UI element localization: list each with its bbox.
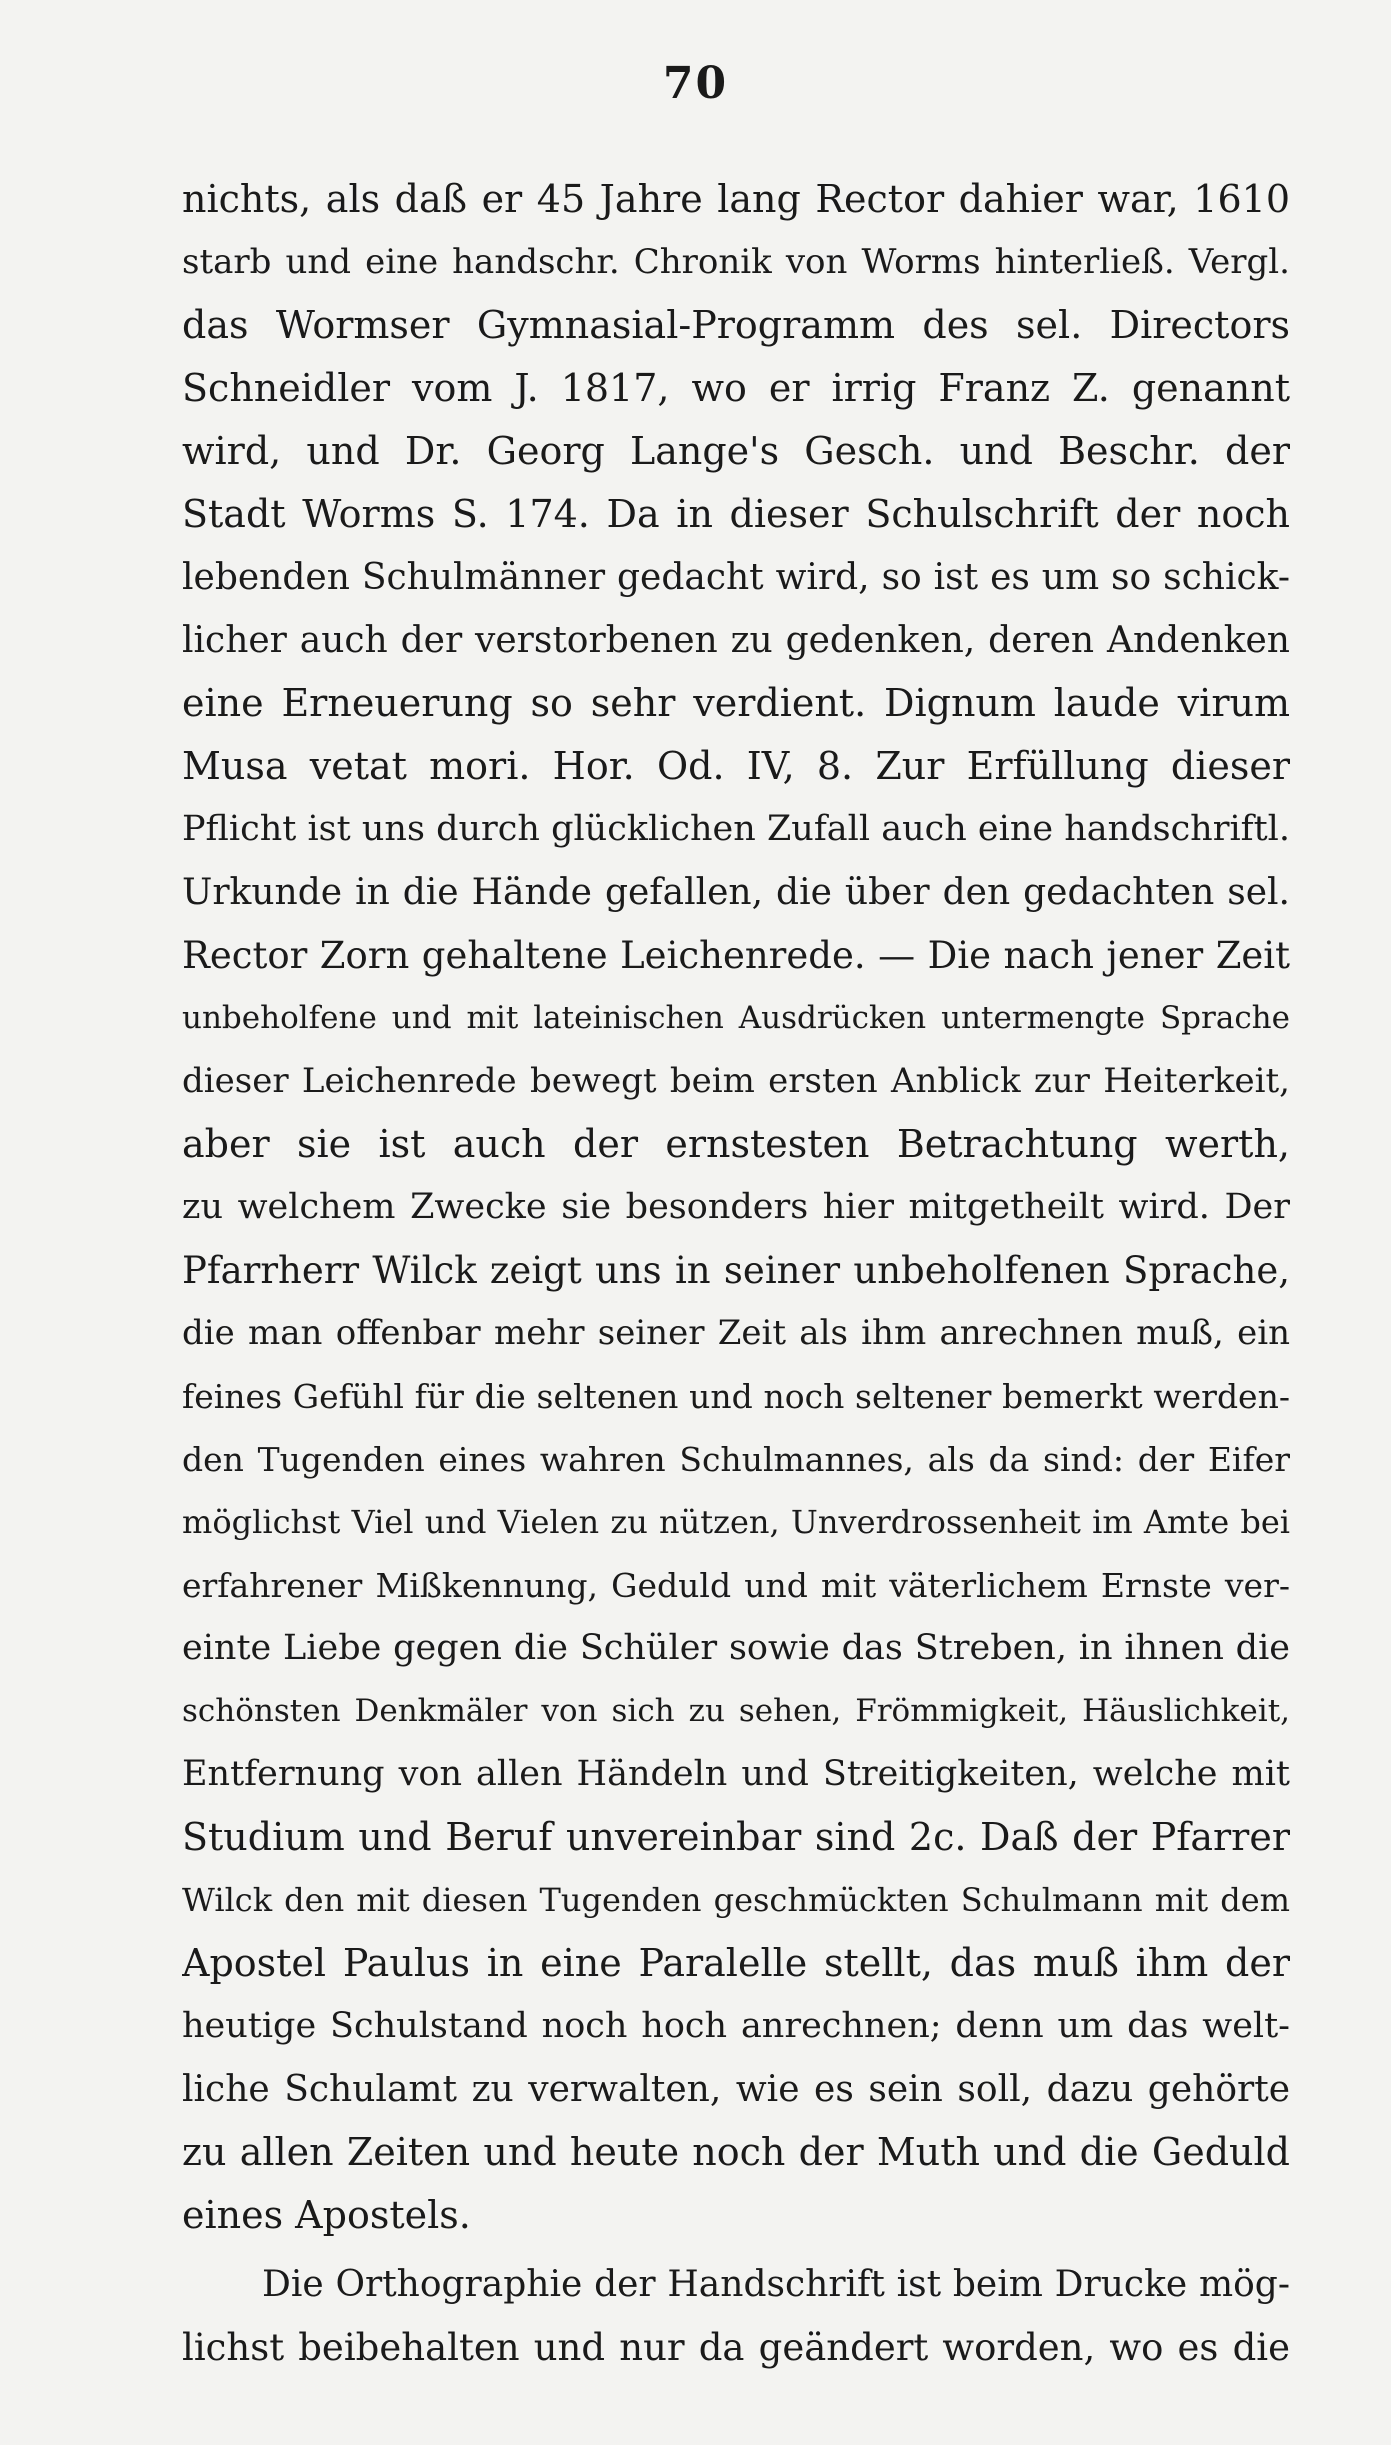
text-line: Pflicht ist uns durch glücklichen Zufall auch eine handschriftl. — [182, 809, 1290, 849]
paragraph-2 — [182, 2253, 1290, 2379]
text-line: wird, und Dr. Georg Lange's Gesch. und Beschr. der — [182, 429, 1290, 473]
text-line: erfahrener Mißkennung, Geduld und mit väterlichem Ernste ver- — [182, 1566, 1290, 1605]
text-line: möglichst Viel und Vielen zu nützen, Unverdrossenheit im Amte bei — [182, 1503, 1290, 1541]
page-number: 70 — [662, 58, 729, 109]
text-line: Die Orthographie der Handschrift ist beim Drucke mög- — [262, 2264, 1290, 2305]
text-line: Stadt Worms S. 174. Da in dieser Schulschrift der noch — [182, 492, 1290, 536]
text-line: licher auch der verstorbenen zu gedenken, deren Andenken — [182, 620, 1290, 661]
text-line: eine Erneuerung so sehr verdient. Dignum laude virum — [182, 681, 1290, 725]
text-line: zu allen Zeiten und heute noch der Muth und die Geduld — [182, 2130, 1290, 2174]
text-line: lichst beibehalten und nur da geändert worden, wo es die — [182, 2326, 1290, 2369]
text-line: Urkunde in die Hände gefallen, die über den gedachten sel. — [182, 872, 1290, 913]
text-line: nichts, als daß er 45 Jahre lang Rector dahier war, 1610 — [182, 177, 1290, 221]
body-text — [182, 168, 1290, 2379]
text-line: dieser Leichenrede bewegt beim ersten Anblick zur Heiterkeit, — [182, 1061, 1290, 1101]
text-line: Pfarrherr Wilck zeigt uns in seiner unbeholfenen Sprache, — [182, 1249, 1290, 1292]
text-line: aber sie ist auch der ernstesten Betrachtung werth, — [182, 1122, 1290, 1166]
text-line: lebenden Schulmänner gedacht wird, so ist es um so schick- — [182, 557, 1290, 598]
text-line: Musa vetat mori. Hor. Od. IV, 8. Zur Erfüllung dieser — [182, 744, 1290, 788]
paragraph-1 — [182, 168, 1290, 2247]
text-line: liche Schulamt zu verwalten, wie es sein soll, dazu gehörte — [182, 2069, 1290, 2110]
text-line: feines Gefühl für die seltenen und noch seltener bemerkt werden- — [182, 1377, 1290, 1416]
text-line: die man offenbar mehr seiner Zeit als ihm anrechnen muß, ein — [182, 1313, 1290, 1353]
text-line: Rector Zorn gehaltene Leichenrede. — Die nach jener Zeit — [182, 934, 1290, 977]
text-line: zu welchem Zwecke sie besonders hier mitgetheilt wird. Der — [182, 1187, 1290, 1227]
text-line: Studium und Beruf unvereinbar sind 2c. Daß der Pfarrer — [182, 1815, 1290, 1859]
text-line: schönsten Denkmäler von sich zu sehen, Frömmigkeit, Häuslichkeit, — [182, 1693, 1290, 1729]
text-line: eines Apostels. — [182, 2193, 471, 2237]
text-line: unbeholfene und mit lateinischen Ausdrücken untermengte Sprache — [182, 1000, 1290, 1036]
text-line: einte Liebe gegen die Schüler sowie das Streben, in ihnen die — [182, 1628, 1290, 1668]
text-line: Apostel Paulus in eine Paralelle stellt, das muß ihm der — [182, 1941, 1290, 1985]
text-line: das Wormser Gymnasial-Programm des sel. Directors — [182, 303, 1290, 347]
text-line: den Tugenden eines wahren Schulmannes, als da sind: der Eifer — [182, 1440, 1290, 1479]
text-line: starb und eine handschr. Chronik von Worms hinterließ. Vergl. — [182, 242, 1290, 282]
text-line: Schneidler vom J. 1817, wo er irrig Franz Z. genannt — [182, 366, 1290, 410]
text-line: heutige Schulstand noch hoch anrechnen; denn um das welt- — [182, 2006, 1290, 2046]
text-line: Entfernung von allen Händeln und Streitigkeiten, welche mit — [182, 1754, 1290, 1794]
text-line: Wilck den mit diesen Tugenden geschmückten Schulmann mit dem — [182, 1881, 1290, 1919]
